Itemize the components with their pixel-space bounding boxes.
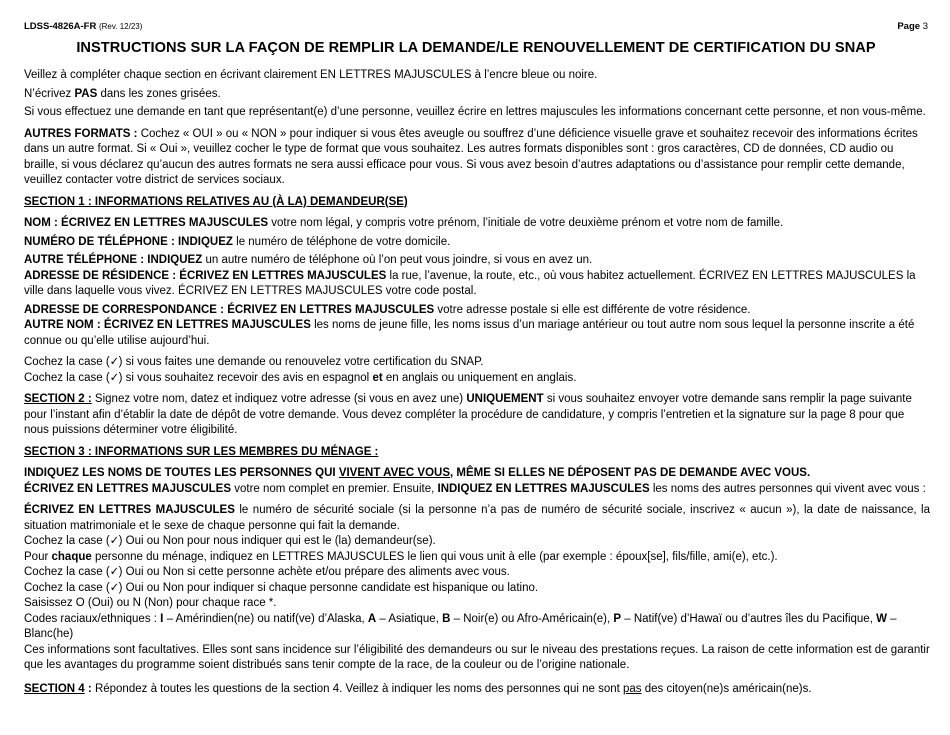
checkmark-icon: ✓ [109, 535, 120, 547]
checkmark-icon: ✓ [109, 566, 120, 578]
checkmark-icon: ✓ [109, 371, 120, 384]
section-2-heading: SECTION 2 : [24, 393, 92, 405]
section-1-nom: NOM : ÉCRIVEZ EN LETTRES MAJUSCULES votre nom légal, y compris votre prénom, l’initiale de votre deuxième prénom et votre nom de famille. [24, 217, 784, 229]
section-4-heading: SECTION 4 [24, 682, 85, 695]
section-1-check-language: Cochez la case (✓) si vous souhaitez recevoir des avis en espagnol et en anglais ou uniquement en anglais. [24, 371, 930, 387]
document-body [24, 68, 930, 697]
section-1-correspondance: ADRESSE DE CORRESPONDANCE : ÉCRIVEZ EN LETTRES MAJUSCULES votre adresse postale si elle est différente de votre résidence. [24, 303, 751, 316]
section-3-heading: SECTION 3 : INFORMATIONS SUR LES MEMBRES DU MÉNAGE : [24, 445, 379, 458]
section-3-full-name: ÉCRIVEZ EN LETTRES MAJUSCULES votre nom complet en premier. Ensuite, INDIQUEZ EN LETTRES MAJUSCULES les noms des autres personnes qui vivent avec vous : [24, 482, 926, 495]
section-1-telephone: NUMÉRO DE TÉLÉPHONE : INDIQUEZ le numéro de téléphone de votre domicile. [24, 235, 451, 248]
section-2-paragraph: SECTION 2 : Signez votre nom, datez et indiquez votre adresse (si vous en avez une) UNIQUEMENT si vous souhaitez envoyer votre demande sans remplir la page suivante pour l’instant afin d’établir la date de dépôt de votre demande. Vous devez compléter la procédure de candidature, y compris l’entretien et la signature sur la page 8 pour que nous puissions déterminer votre éligibilité. [24, 393, 912, 436]
section-3-applicant: Cochez la case (✓) Oui ou Non pour nous indiquer qui est le (la) demandeur(se). [24, 534, 930, 550]
section-3-relationship: Pour chaque personne du ménage, indiquez en LETTRES MAJUSCULES le lien qui vous unit à elle (par exemple : époux[se], fils/fille, ami(e), etc.). [24, 550, 778, 563]
form-id: LDSS-4826A-FR (Rev. 12/23) [24, 21, 143, 32]
section-1-heading: SECTION 1 : INFORMATIONS RELATIVES AU (À LA) DEMANDEUR(SE) [24, 195, 408, 208]
section-3-optional: Ces informations sont facultatives. Elles sont sans incidence sur l’éligibilité des demandeurs ou sur le niveau des prestations reçues. La raison de cette information est de garantir que les avantages du programme soient distribués sans tenir compte de la race, de la couleur ou de l’origine nationale. [24, 643, 930, 671]
autres-formats-paragraph: AUTRES FORMATS : Cochez « OUI » ou « NON » pour indiquer si vous êtes aveugle ou souffrez d’une déficience visuelle grave et souhaitez recevoir des informations écrites dans un autre format. Si « Oui », veuillez cocher le type de format que vous souhaitez. Les autres formats disponibles sont : gros caractères, CD de données, CD audio ou braille, si vous déclarez qu’aucun des autres formats ne sera aussi efficace pour vous. Si vous avez besoin d’autres adaptations ou d’assistance pour remplir cette demande, veuillez contacter votre district de services sociaux. [24, 127, 918, 186]
section-1-residence: ADRESSE DE RÉSIDENCE : ÉCRIVEZ EN LETTRES MAJUSCULES la rue, l’avenue, la route, etc., où vous habitez actuellement. ÉCRIVEZ EN LETTRES MAJUSCULES la ville dans laquelle vous vivez. ÉCRIVEZ EN LETTRES MAJUSCULES votre code postal. [24, 269, 916, 297]
intro-line-1: Veillez à compléter chaque section en écrivant clairement EN LETTRES MAJUSCULES à l’encre bleue ou noire. [24, 69, 598, 81]
section-3-ssn: ÉCRIVEZ EN LETTRES MAJUSCULES le numéro de sécurité sociale (si la personne n’a pas de numéro de sécurité sociale, inscrivez « aucun »), la date de naissance, la situation matrimoniale et le sexe de chaque personne qui fait la demande. [24, 504, 930, 532]
section-1-autre-telephone: AUTRE TÉLÉPHONE : INDIQUEZ un autre numéro de téléphone où l’on peut vous joindre, si vous en avez un. [24, 254, 593, 266]
section-1-check-snap: Cochez la case (✓) si vous faites une demande ou renouvelez votre certification du SNAP. [24, 355, 930, 371]
section-3-hispanic: Cochez la case (✓) Oui ou Non pour indiquer si chaque personne candidate est hispanique ou latino. [24, 581, 930, 597]
revision: (Rev. 12/23) [98, 22, 143, 31]
page-header [24, 21, 928, 35]
section-3-list-all: INDIQUEZ LES NOMS DE TOUTES LES PERSONNES QUI VIVENT AVEC VOUS, MÊME SI ELLES NE DÉPOSENT PAS DE DEMANDE AVEC VOUS. [24, 467, 811, 479]
intro-line-3: Si vous effectuez une demande en tant que représentant(e) d’une personne, veuillez écrire en lettres majuscules les informations concernant cette personne, et non vous-même. [24, 106, 926, 118]
checkmark-icon: ✓ [109, 356, 120, 368]
section-4-paragraph: SECTION 4 : Répondez à toutes les questions de la section 4. Veillez à indiquer les noms des personnes qui ne sont pas des citoyen(ne)s américain(ne)s. [24, 682, 812, 695]
page-title: INSTRUCTIONS SUR LA FAÇON DE REMPLIR LA DEMANDE/LE RENOUVELLEMENT DE CERTIFICATION DU SNAP [76, 40, 876, 56]
checkmark-icon: ✓ [109, 581, 120, 594]
section-3-codes: Codes raciaux/ethniques : I – Amérindien(ne) ou natif(ve) d’Alaska, A – Asiatique, B – Noir(e) ou Afro-Américain(e), P – Natif(ve) d’Hawaï ou d’autres îles du Pacifique, W – Blanc(he) [24, 612, 897, 640]
section-3-race: Saisissez O (Oui) ou N (Non) pour chaque race *. [24, 597, 277, 609]
page-number: Page 3 [897, 21, 928, 32]
section-3-food: Cochez la case (✓) Oui ou Non si cette personne achète et/ou prépare des aliments avec vous. [24, 565, 930, 581]
section-1-autre-nom: AUTRE NOM : ÉCRIVEZ EN LETTRES MAJUSCULES les noms de jeune fille, les noms issus d’un mariage antérieur ou tout autre nom sous lequel la personne inscrite a été connue ou qu’elle utilise aujourd’hui. [24, 319, 915, 347]
intro-line-2: N’écrivez PAS dans les zones grisées. [24, 87, 221, 100]
